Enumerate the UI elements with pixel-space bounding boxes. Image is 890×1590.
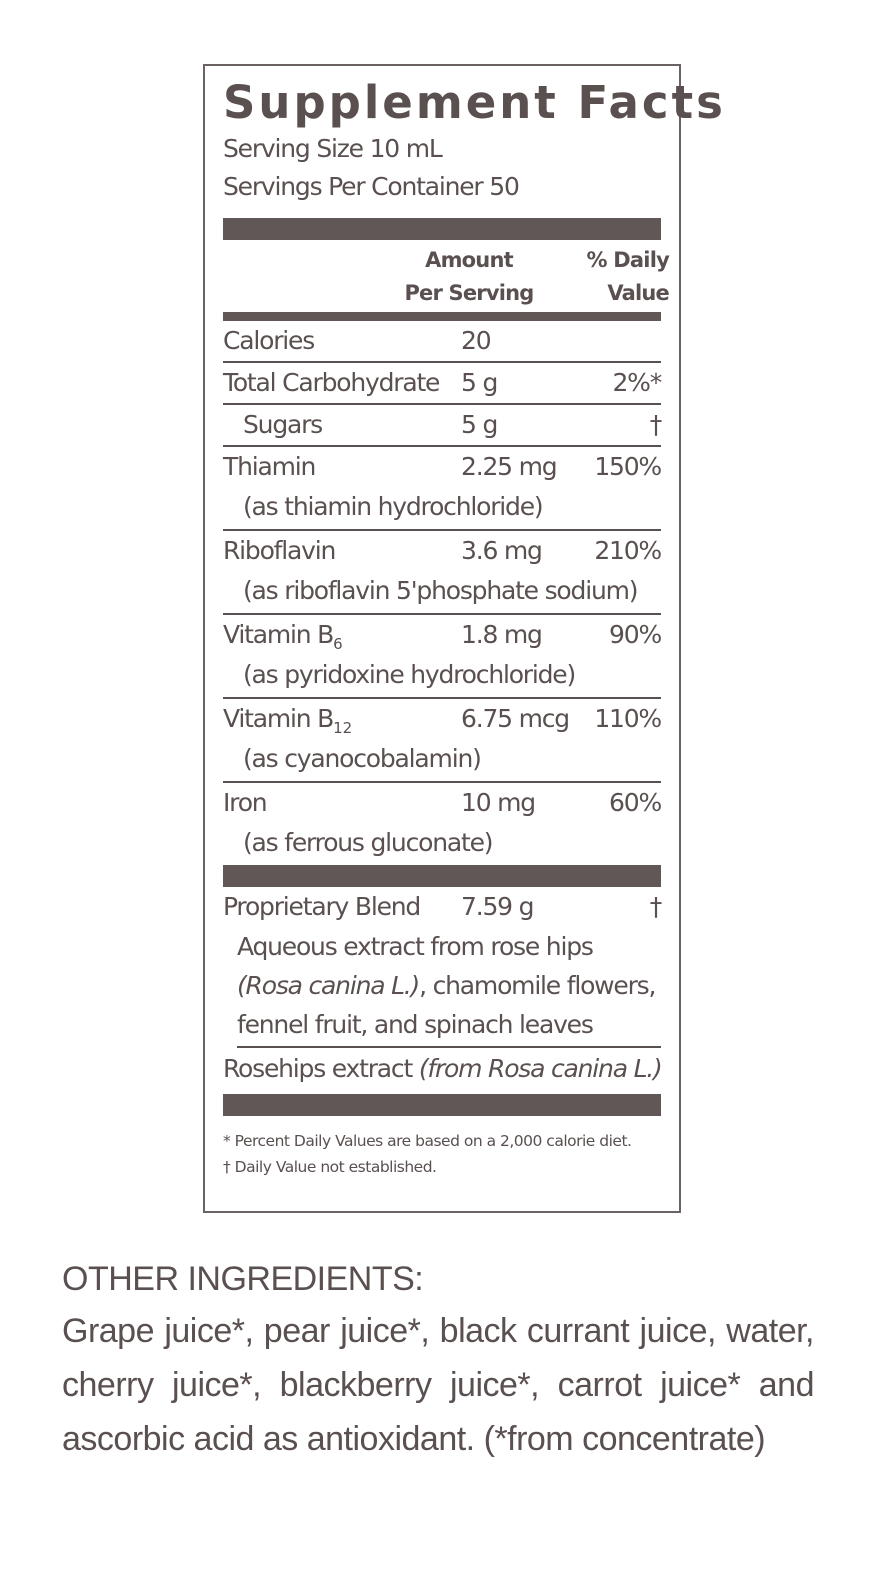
dv-header-line2: Value: [607, 281, 669, 305]
nutrient-amount: 3.6 mg: [461, 536, 542, 565]
amount-header-line1: Amount: [425, 248, 513, 272]
footnote-not-established: † Daily Value not established.: [223, 1158, 437, 1176]
nutrient-row-total-carbohydrate: [223, 363, 661, 405]
nutrient-amount: 10 mg: [461, 788, 535, 817]
blend-description: [237, 927, 661, 1048]
nutrient-name: Total Carbohydrate: [223, 368, 440, 397]
nutrient-row-calories: [223, 321, 661, 363]
thick-divider: [223, 865, 661, 887]
servings-per-container: Servings Per Container 50: [223, 172, 519, 201]
proprietary-blend-row: [223, 887, 661, 927]
nutrient-name: Iron: [223, 788, 267, 817]
label-title: Supplement Facts: [223, 76, 726, 129]
nutrient-name: Sugars: [243, 410, 323, 439]
nutrient-row-sugars: [223, 405, 661, 447]
column-header: [223, 240, 669, 312]
rosehips-text: Rosehips extract: [223, 1054, 419, 1083]
nutrient-row-vitamin-b6: [223, 615, 661, 699]
nutrient-amount: 5 g: [461, 368, 498, 397]
nutrient-name-text: Vitamin B: [223, 704, 334, 733]
blend-desc-text-2: , chamomile flowers, fennel fruit, and spinach leaves: [237, 971, 656, 1039]
daily-value-header: [587, 244, 669, 310]
medium-divider: [223, 312, 661, 321]
nutrient-subscript: 12: [333, 719, 353, 737]
footnote-daily-values: * Percent Daily Values are based on a 2,000 calorie diet.: [223, 1132, 632, 1150]
nutrient-row-vitamin-b12: [223, 699, 661, 783]
nutrient-source: (as ferrous gluconate): [243, 828, 493, 857]
nutrient-dv: 90%: [609, 620, 661, 649]
nutrient-name: Riboflavin: [223, 536, 336, 565]
nutrient-dv: 150%: [594, 452, 661, 481]
dv-header-line1: % Daily: [586, 248, 669, 272]
footnotes: [223, 1128, 661, 1180]
nutrient-dv: 210%: [594, 536, 661, 565]
nutrient-row-thiamin: [223, 447, 661, 531]
nutrient-name: Calories: [223, 326, 315, 355]
other-ingredients-title: OTHER INGREDIENTS:: [62, 1260, 424, 1298]
nutrient-amount: 20: [461, 326, 491, 355]
thick-divider: [223, 1094, 661, 1116]
nutrient-source: (as riboflavin 5'phosphate sodium): [243, 576, 638, 605]
nutrient-amount: 1.8 mg: [461, 620, 542, 649]
nutrient-dv: †: [649, 410, 661, 439]
serving-size: Serving Size 10 mL: [223, 134, 442, 163]
other-ingredients: [62, 1254, 814, 1466]
nutrient-amount: 2.25 mg: [461, 452, 557, 481]
rosehips-latin: (from Rosa canina L.): [418, 1054, 662, 1083]
nutrient-source: (as pyridoxine hydrochloride): [243, 660, 576, 689]
nutrient-row-riboflavin: [223, 531, 661, 615]
amount-header-line2: Per Serving: [404, 281, 534, 305]
thick-divider: [223, 218, 661, 240]
blend-desc-text: Aqueous extract from rose hips: [237, 932, 593, 961]
amount-header: [383, 244, 555, 310]
blend-amount: 7.59 g: [461, 892, 534, 921]
nutrient-source: (as thiamin hydrochloride): [243, 492, 543, 521]
blend-desc-latin: (Rosa canina L.): [237, 971, 420, 1000]
nutrient-subscript: 6: [333, 635, 343, 653]
nutrient-source: (as cyanocobalamin): [243, 744, 481, 773]
nutrient-name-text: Vitamin B: [223, 620, 334, 649]
nutrient-row-iron: [223, 783, 661, 865]
blend-dv: †: [649, 892, 661, 921]
supplement-facts-panel: [203, 64, 726, 1213]
nutrient-name: Thiamin: [223, 452, 316, 481]
nutrient-amount: 5 g: [461, 410, 498, 439]
nutrient-dv: 2%*: [612, 368, 661, 397]
other-ingredients-text: Grape juice*, pear juice*, black currant juice, water, cherry juice*, blackberry juice*, carrot juice* and ascorbic acid as antioxidant. (*from concentrate): [62, 1312, 814, 1458]
rosehips-extract-row: [223, 1048, 661, 1094]
nutrient-dv: 110%: [594, 704, 661, 733]
blend-name: Proprietary Blend: [223, 892, 421, 921]
nutrient-amount: 6.75 mcg: [461, 704, 569, 733]
nutrient-dv: 60%: [609, 788, 661, 817]
